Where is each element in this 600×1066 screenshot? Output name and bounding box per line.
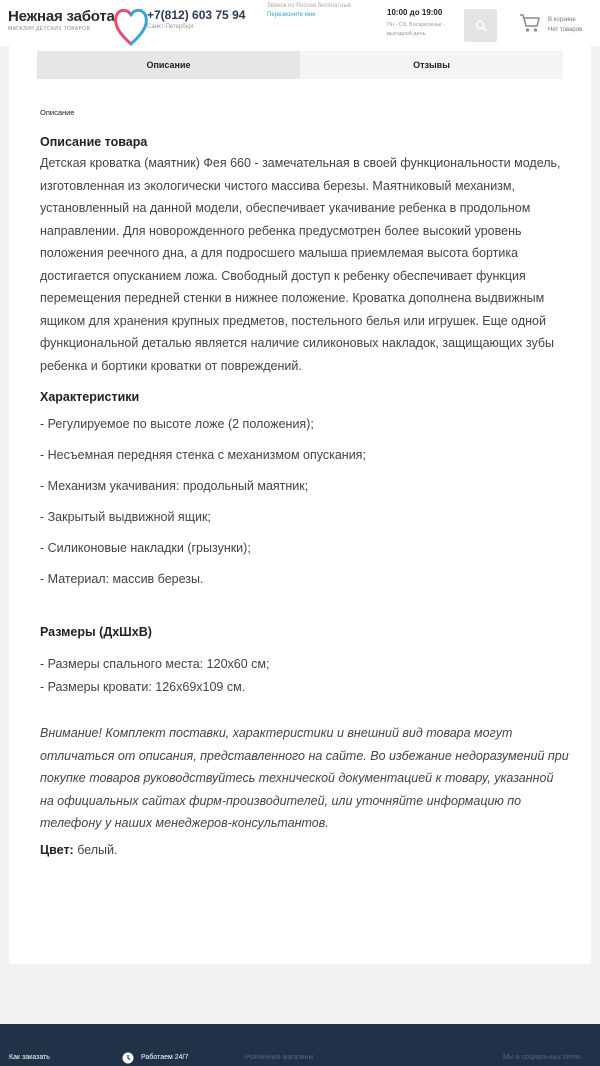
list-item: - Размеры кровати: 126х69х109 см.: [40, 679, 246, 694]
heart-logo-icon: [112, 4, 150, 48]
how-to-order-link[interactable]: Как заказать: [9, 1054, 50, 1061]
color-value: белый.: [73, 842, 118, 857]
social-networks-label: Мы в социальных сетях: [503, 1054, 581, 1061]
tab-description[interactable]: Описание: [37, 51, 300, 79]
product-info-card: [9, 46, 591, 964]
product-tabs: [37, 51, 563, 79]
list-item: - Размеры спального места: 120х60 см;: [40, 657, 270, 671]
color-line: [40, 843, 570, 857]
work-days: Пн - Сб, Воскресенье - выходной день: [387, 22, 446, 37]
site-header: [0, 0, 600, 46]
work-hours: 10:00 до 19:00: [387, 8, 443, 17]
retail-stores-link[interactable]: Розничные магазины: [245, 1054, 314, 1061]
working-hours-label: Работаем 24/7: [141, 1054, 189, 1061]
logo-text: Нежная забота: [8, 8, 115, 25]
logo-tagline: МАГАЗИН ДЕТСКИХ ТОВАРОВ: [8, 26, 91, 32]
list-item: - Несъемная передняя стенка с механизмом опускания;: [40, 448, 366, 462]
description-title: Описание товара: [40, 135, 148, 149]
tab-reviews[interactable]: Отзывы: [413, 60, 450, 70]
description-text: Детская кроватка (маятник) Фея 660 - замечательная в своей функциональности модель, изготовленная из экологически чистого массива березы. Маятниковый механизм, установленный на данной модели, обеспечивает укачивание ребенка в продольном направлении. Для новорожденного ребенка предусмотрен более высокий уровень положения реечного дна, а для подросшего малыша приемлемая высота бортика достигается опусканием ложа. Свободный доступ к ребенку обеспечивает функция перемещения передней стенки в нижнее положение. Кроватка дополнена выдвижным ящиком для хранения крупных предметов, постельного белья или игрушек. Еще одной функциональной деталью является наличие силиконовых накладок, защищающих зубы ребенка и бортики кроватки от повреждений.: [40, 156, 561, 373]
logo[interactable]: [8, 8, 115, 32]
cart-status: Нет товаров: [548, 27, 583, 33]
list-item: - Закрытый выдвижной ящик;: [40, 510, 211, 524]
description-content: [40, 108, 570, 857]
list-item: - Силиконовые накладки (грызунки);: [40, 541, 251, 555]
callback-link[interactable]: Перезвоните мне: [267, 12, 316, 18]
color-label: Цвет:: [40, 842, 74, 857]
dimensions-list: [40, 653, 570, 698]
section-label: Описание: [40, 108, 75, 117]
search-button[interactable]: [464, 9, 497, 42]
search-icon: [475, 20, 487, 32]
list-item: - Механизм укачивания: продольный маятник;: [40, 479, 309, 493]
clock-icon: [122, 1052, 134, 1064]
disclaimer-text: Внимание! Комплект поставки, характеристики и внешний вид товара могут отличаться от описания, представленного на сайте. Во избежание недоразумений при покупке товаров руководствуйтесь технической документацией к товару, указанной на официальных сайтах фирм-производителей, или уточняйте информацию по телефону у наших менеджеров-консультантов.: [40, 726, 569, 830]
site-footer: [0, 1024, 600, 1066]
free-call-note: Звонок по России бесплатный: [267, 3, 352, 9]
dimensions-title: Размеры (ДхШхВ): [40, 625, 152, 639]
characteristics-list: [40, 413, 570, 599]
list-item: - Регулируемое по высоте ложе (2 положения);: [40, 417, 314, 431]
phone-number[interactable]: +7(812) 603 75 94: [147, 8, 246, 22]
list-item: - Материал: массив березы.: [40, 572, 204, 586]
cart-label: В корзине: [548, 17, 576, 23]
cart-summary[interactable]: [548, 15, 582, 35]
characteristics-title: Характеристики: [40, 390, 140, 404]
cart-icon[interactable]: [519, 13, 541, 33]
city-label: Санкт-Петербург: [147, 24, 195, 30]
